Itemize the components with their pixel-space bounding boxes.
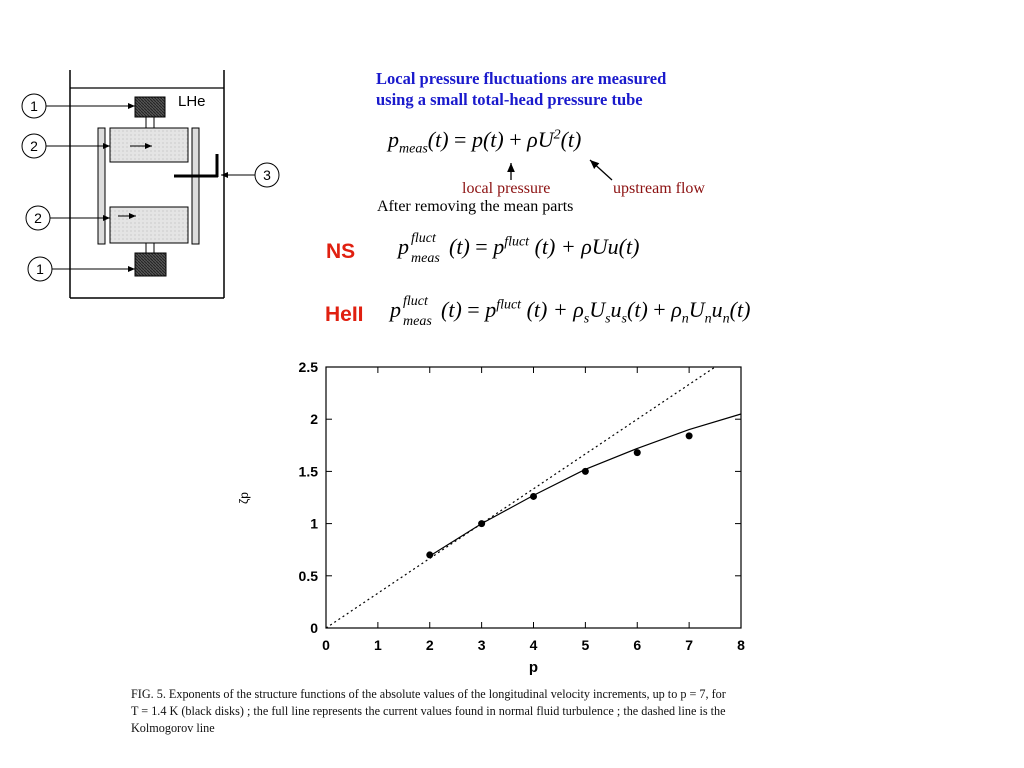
caption-line-2: T = 1.4 K (black disks) ; the full line represents the current values found in normal fluid turbulence ; the dashed line is the [131, 704, 726, 718]
x-tick-label: 7 [685, 637, 694, 653]
x-axis-label: p [528, 659, 539, 676]
annotation-local-pressure: local pressure [462, 180, 551, 197]
subtitle-after-removing: After removing the mean parts [377, 198, 574, 215]
caption-line-1: FIG. 5. Exponents of the structure functions of the absolute values of the longitudinal velocity increments, up to p = 7, for [131, 687, 726, 701]
data-point [686, 432, 693, 439]
x-tick-label: 3 [477, 637, 486, 653]
data-point [582, 468, 589, 475]
heading-line-2: using a small total-head pressure tube [376, 90, 643, 109]
y-tick-label: 2.5 [298, 359, 318, 375]
heii-label: HeII [325, 303, 364, 326]
caption-line-3: Kolmogorov line [131, 721, 215, 735]
equation-main: $p_{meas}(t) = p(t) + \rho U^2(t)$ [388, 127, 582, 157]
ns-label: NS [326, 240, 356, 263]
y-tick-label: 2 [310, 411, 318, 428]
annotation-upstream-flow: upstream flow [613, 180, 705, 197]
data-point [426, 551, 433, 558]
y-tick-label: 1.5 [298, 463, 318, 480]
svg-text:2: 2 [30, 138, 38, 154]
equation-heii: p fluct meas $(t) = p^{fluct}$ $(t) + \rho_sU_su_s(t) + \rho_nU_nu_n(t)$ [390, 294, 751, 329]
svg-text:1: 1 [36, 261, 44, 277]
y-tick-label: 0.5 [298, 567, 318, 584]
lhe-label: LHe [178, 93, 206, 110]
svg-text:3: 3 [263, 167, 271, 183]
x-tick-label: 2 [425, 637, 434, 653]
x-tick-label: 6 [633, 637, 642, 653]
data-point [634, 449, 641, 456]
x-tick-label: 8 [737, 637, 745, 653]
figure-caption [131, 686, 861, 737]
y-tick-label: 1 [310, 515, 318, 532]
normal-fluid-solid-line [430, 414, 741, 556]
x-tick-label: 4 [529, 637, 538, 653]
y-tick-label: 0 [310, 620, 318, 636]
svg-text:2: 2 [34, 210, 42, 226]
heading-line-1: Local pressure fluctuations are measured [376, 69, 667, 88]
x-tick-label: 1 [373, 637, 382, 653]
data-point [530, 493, 537, 500]
svg-text:1: 1 [30, 98, 38, 114]
y-axis-label: ζp [237, 492, 251, 504]
x-tick-label: 0 [322, 637, 330, 653]
x-tick-label: 5 [581, 637, 590, 653]
kolmogorov-dashed-line [326, 367, 715, 628]
equation-ns: p fluct meas $(t) = p^{fluct}$ (t) + ρUu(t) [398, 231, 640, 266]
data-point [478, 520, 485, 527]
